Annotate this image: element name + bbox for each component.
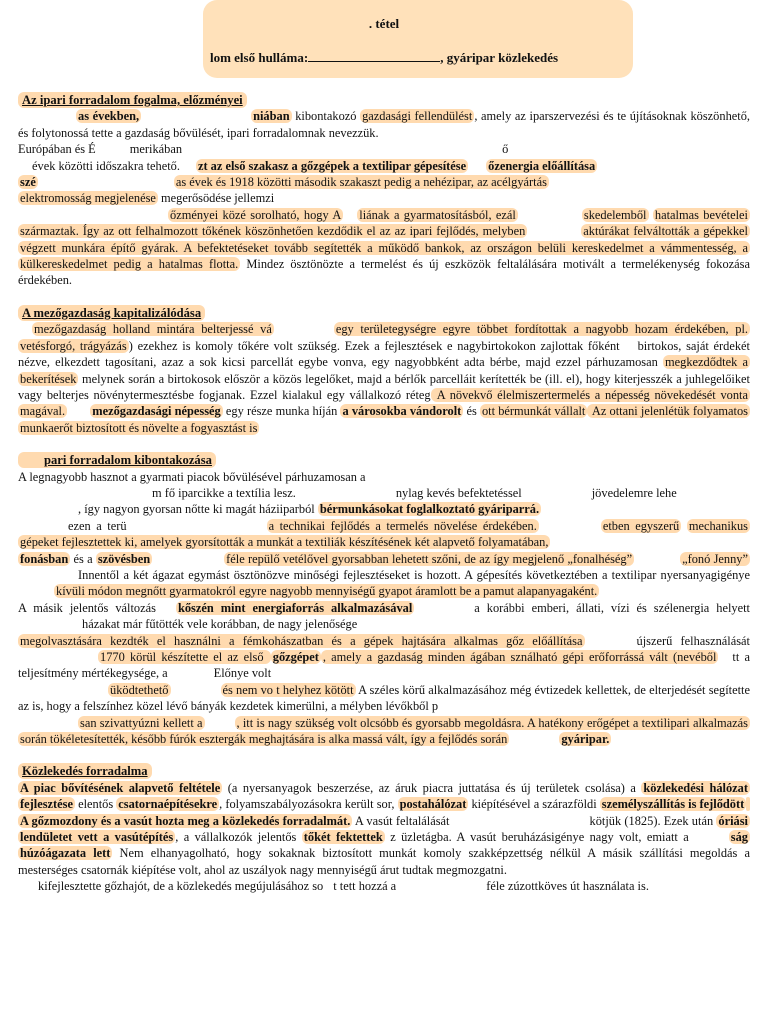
section-industrial-revolution-unfolding — [18, 452, 750, 747]
title-block — [18, 10, 750, 82]
section-text: mezőgazdaság holland mintára belterjessé vá egy területegységre egyre többet fordítottak a nagyobb hozam érdekében, pl. vetésforgó, trágyázás ) ezekhez is komoly tőkére volt szükség. Ezek a fejlesztések e nagybirtokokon zajlottak főként birtokos, saját érdekét nézve, elkezdett tagosítani, azaz a sok kicsi parcellát egybe vonva, egy nagyobbként adta bérbe, majd ezzel párhuzamosan megkezdődtek a bekerítések melynek során a birtokosok először a közös legelőket, majd a bérlők parcelláit kerítették be (ill. el), hogy kiterjesszék a juhlegelőiket vagy belterjes növénytermesztésbe fogjanak. Ezzel kialakul egy vállalkozó réteg A növekvő élelmiszertermelés a népesség növekedését vonta magával. mezőgazdasági népesség egy része munka híján a városokba vándorolt és ott bérmunkát vállalt Az ottani jelenlétük folyamatos munkaerőt biztosított és növelte a fogyasztást is — [18, 322, 750, 435]
section-industrial-revolution-concept — [18, 92, 750, 289]
document-page — [18, 10, 750, 911]
section-text: A legnagyobb hasznot a gyarmati piacok bővülésével párhuzamosan a m fő iparcikke a textília lesz. nylag kevés befektetéssel jövedelemre lehe , így nagyon gyorsan nőtte ki magát háziiparból bérmunkásokat foglalkoztató gyáriparrá. ezen a terü a technikai fejlődés a termelés növelése érdekében. etben egyszerű mechanikus gépeket fejlesztettek ki, amelyek gyorsították a munkát a textiliák készítésének két alapvető folyamatában, fonásban és a szövésben féle repülő vetélővel gyorsabban lehetett szőni, de az így megjelenő „fonalhéség” „fonó Jenny”Innentől a két ágazat egymást ösztönözve minőségi fejlesztéseket is hozott. A gépesítés következtében a textilipar nyersanyagigényekívüli módon megnőtt gyarmatokról egyre nagyobb mennyiségű gyapot áramlott be a pamut alapanyagaként. A másik jelentős változás kőszén mint energiaforrás alkalmazásával a korábbi emberi, állati, vízi és szélenergia helyettházakat már fűtötték vele korábban, de nagy jelenősége megolvasztására kezdték el használni a fémkohászatban és a gépek hajtására alkalmas gőz előállítása újszerű felhasználását1770 körül készítette el az első gőzgépet , amely a gazdaság minden ágában sználható gépi erőforrássá vált (nevéből tt a teljesítmény mértékegysége, a Előnye volt üködtethető és nem vo t helyhez kötött A széles körű alkalmazásához még évtizedek kellettek, de elterjedését segítette az is, hogy a felszínhez közel lévő bányák kezdetek kimerülni, a mélyben lévőkből p san szivattyúzni kellett a , itt is nagy szükség volt olcsóbb és gyorsabb megoldásra. A hatékony erőgépet a textilipari alkalmazás során tökéletesítették, később fúrók esztergák meghajtására is alka massá vált, így a fejlődés során gyáripar. — [18, 469, 750, 747]
section-text: as években, niában kibontakozó gazdasági fellendülést , amely az iparszervezési és te újításoknak köszönhető, és folytonossá tette a gazdaság bővülését, ipari forradalomnak nevezzük. Európában és É merikában ő évek közötti időszakra tehető. zt az első szakasz a gőzgépek a textilipar gépesítése őzenergia előállítása szé as évek és 1918 közötti második szakaszt pedig a nehézipar, az acélgyártás elektromosság megjelenése megerősödése jellemzi őzményei közé sorolható, hogy A liának a gyarmatosításból, ezál skedelemből hatalmas bevételei származtak. Így az ott felhalmozott tőkének köszönhetően kezdődik el az az ipari fejlődés, melyben aktúrákat felváltották a gépekkel végzett munkára építő gyárak. A befektetéseket tovább segítették a működő bankok, az országon belüli kereskedelmet a vámmentesség, a külkereskedelmet pedig a hatalmas flotta. Mindez ösztönözte a termelést és új eszközök feltalálására motivált a termelékenység fokozása érdekében. — [18, 109, 750, 288]
section-heading: pari forradalom kibontakozása — [18, 452, 216, 468]
title-line-1: . tétel — [368, 16, 400, 31]
section-transport-revolution — [18, 763, 750, 894]
section-heading: Közlekedés forradalma — [18, 763, 152, 779]
section-text: A piac bővítésének alapvető feltétele (a nyersanyagok beszerzése, az áruk piacra juttatása és új területek csolása) a közlekedési hálózat fejlesztése elentős csatornaépítésekre , folyamszabályozásokra került sor, postahálózat kiépítésével a szárazföldi személyszállítás is fejlődött A gőzmozdony és a vasút hozta meg a közlekedés forradalmát. A vasút feltalálását kötjük (1825). Ezek után óriási lendületet vett a vasútépítés , a vállalkozók jelentős tőkét fektettek z üzletágba. A vasút beruházásigénye nagy volt, emiatt a ság húzóágazata lett Nem elhanyagolható, hogy sokaknak biztosított munkát komoly szakképzettség nélkül A másik szállítási megoldás a mesterséges csatornák kiépítése volt, ahol az uszályok nagy mennyiségű árut tudtak megmozgatni. kifejlesztette gőzhajót, de a közlekedés megújulásához so t tett hozzá a féle zúzottköves út használata is. — [18, 780, 751, 894]
section-agriculture — [18, 305, 750, 436]
title-blank — [308, 51, 440, 62]
section-heading: A mezőgazdaság kapitalizálódása — [18, 305, 205, 321]
section-heading: Az ipari forradalom fogalma, előzményei — [18, 92, 247, 108]
title-line-2: lom első hulláma: , gyáripar közlekedés — [209, 50, 559, 65]
